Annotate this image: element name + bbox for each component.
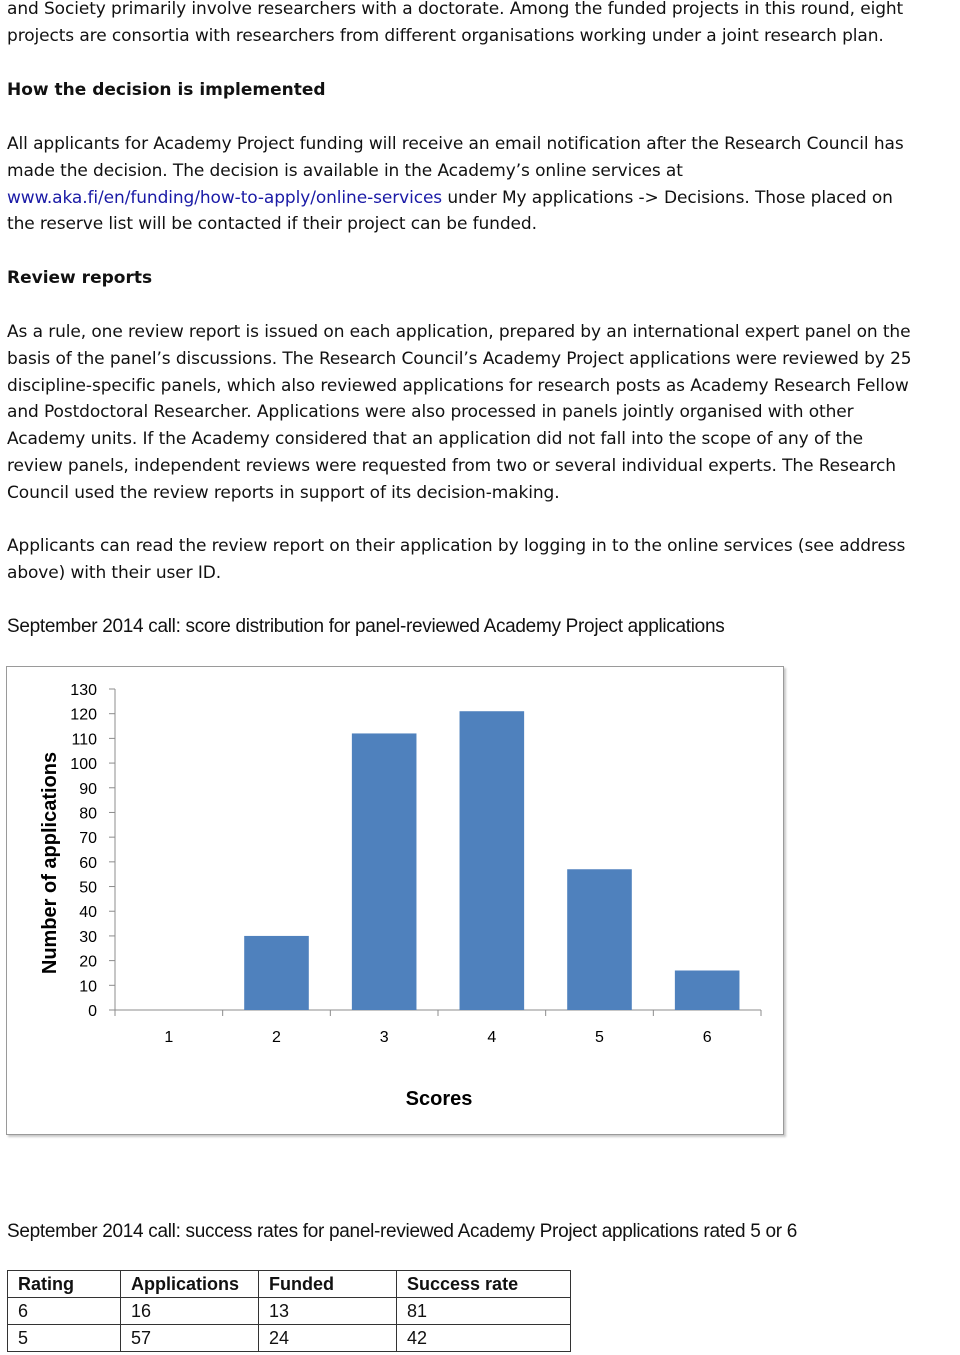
y-tick-label: 110: [71, 731, 97, 749]
paragraph-line: the reserve list will be contacted if their project can be funded.: [7, 214, 537, 235]
table-cell: 81: [397, 1298, 571, 1325]
chart-caption: September 2014 call: score distribution for panel-reviewed Academy Project applications: [7, 616, 725, 637]
y-tick-label: 40: [79, 904, 97, 922]
x-tick-label: 2: [272, 1029, 281, 1046]
y-tick-label: 20: [79, 953, 97, 971]
review-line: As a rule, one review report is issued on each application, prepared by an international expert panel on the: [7, 322, 911, 342]
y-tick-label: 50: [79, 879, 97, 897]
review-line: and Postdoctoral Researcher. Applications were also processed in panels jointly organised with other: [7, 402, 854, 423]
chart-bars: [244, 711, 739, 1010]
y-tick-label: 120: [70, 706, 97, 724]
review-line: review panels, independent reviews were requested from two or several individual experts. The Research: [7, 455, 896, 476]
paragraph-line: All applicants for Academy Project funding will receive an email notification after the Research Council has: [7, 134, 904, 154]
chart-svg: [7, 667, 783, 1134]
x-axis-label: Scores: [405, 1088, 473, 1110]
table-cell: 6: [8, 1298, 121, 1325]
bar-score-2: [244, 936, 309, 1010]
bar-score-5: [567, 869, 632, 1010]
y-tick-label: 10: [79, 978, 97, 996]
table-cell: 16: [121, 1298, 259, 1325]
y-tick-label: 0: [88, 1003, 97, 1020]
table-cell: 5: [8, 1325, 121, 1352]
review-line: discipline-specific panels, which also reviewed applications for research posts as Academy Research Fellow: [7, 375, 909, 396]
x-tick-label: 5: [595, 1029, 604, 1046]
table-cell: 24: [259, 1325, 397, 1352]
score-distribution-chart: [6, 666, 784, 1135]
table-header-row: [8, 1271, 571, 1298]
review-line: Academy units. If the Academy considered that an application did not fall into the scope of any of the: [7, 429, 864, 450]
y-axis-label: Number of applications: [39, 751, 61, 975]
bar-score-3: [352, 733, 417, 1010]
y-tick-label: 100: [70, 756, 97, 774]
review-line: Council used the review reports in support of its decision-making.: [7, 482, 560, 503]
y-tick-label: 60: [79, 854, 97, 872]
review-line: Applicants can read the review report on their application by logging in to the online services (see address: [7, 536, 906, 556]
table-row: [8, 1325, 571, 1352]
review-line: basis of the panel’s discussions. The Research Council’s Academy Project applications were reviewed by 25: [7, 348, 912, 369]
chart-axes: [109, 689, 761, 1016]
intro-line: and Society primarily involve researchers with a doctorate. Among the funded projects in this round, eight: [7, 0, 904, 19]
table-cell: 13: [259, 1298, 397, 1325]
table-header-cell: Applications: [121, 1271, 259, 1298]
y-tick-label: 30: [79, 928, 97, 946]
paragraph-line: [7, 185, 957, 212]
x-tick-label: 3: [379, 1029, 389, 1046]
success-rates-table: [7, 1270, 571, 1352]
table-header-cell: Rating: [8, 1271, 121, 1298]
y-tick-label: 70: [79, 830, 97, 848]
bar-score-4: [460, 711, 525, 1010]
x-tick-label: 1: [164, 1029, 174, 1046]
y-tick-label: 80: [79, 805, 97, 823]
table-row: [8, 1298, 571, 1325]
review-line: above) with their user ID.: [7, 562, 222, 583]
table-caption: September 2014 call: success rates for panel-reviewed Academy Project applications rated 5 or 6: [7, 1221, 797, 1242]
online-services-link[interactable]: www.aka.fi/en/funding/how-to-apply/online-services: [7, 187, 443, 208]
section-heading-implementation: How the decision is implemented: [7, 80, 326, 100]
x-tick-label: 4: [487, 1029, 497, 1046]
y-tick-label: 130: [70, 682, 97, 699]
table-header-cell: Funded: [259, 1271, 397, 1298]
bar-score-6: [675, 970, 740, 1010]
paragraph-line: made the decision. The decision is available in the Academy’s online services at: [7, 160, 683, 181]
table-header-cell: Success rate: [397, 1271, 571, 1298]
paragraph-line-rest: under My applications -> Decisions. Those placed on: [442, 187, 893, 208]
x-tick-label: 6: [702, 1029, 712, 1046]
y-tick-label: 90: [79, 780, 97, 798]
table-cell: 42: [397, 1325, 571, 1352]
table-cell: 57: [121, 1325, 259, 1352]
section-heading-review: Review reports: [7, 268, 153, 288]
intro-line: projects are consortia with researchers from different organisations working under a joint research plan.: [7, 25, 884, 46]
